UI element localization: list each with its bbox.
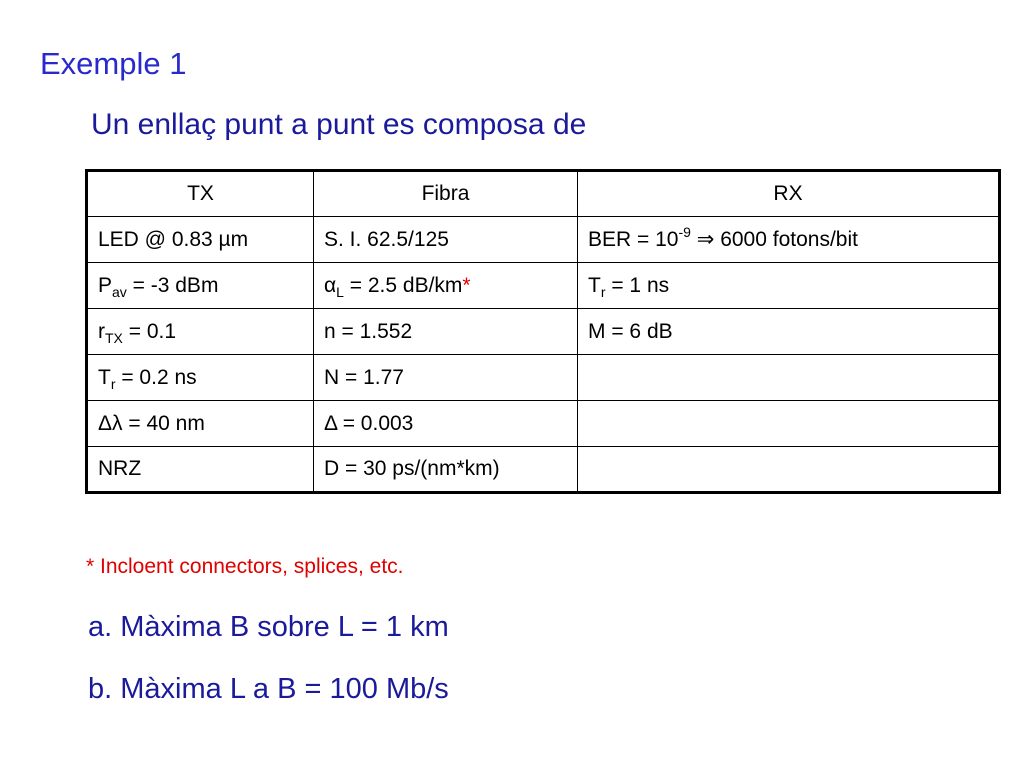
cell-text: N = 1.77 bbox=[324, 365, 404, 389]
header-tx: TX bbox=[87, 171, 314, 217]
cell-rx-empty bbox=[578, 447, 1000, 493]
cell-tx-extinction bbox=[87, 309, 314, 355]
cell-rx-empty bbox=[578, 355, 1000, 401]
cell-tx-risetime bbox=[87, 355, 314, 401]
cell-text: M = 6 dB bbox=[588, 319, 673, 343]
cell-subscript: r bbox=[600, 283, 606, 300]
cell-text: = 0.1 bbox=[122, 319, 177, 343]
cell-rx-risetime bbox=[578, 263, 1000, 309]
cell-text: n = 1.552 bbox=[324, 319, 413, 343]
cell-subscript: r bbox=[110, 375, 116, 392]
slide-subtitle: Un enllaç punt a punt es composa de bbox=[91, 108, 587, 141]
cell-fibra-delta bbox=[314, 401, 578, 447]
cell-text: NRZ bbox=[98, 457, 142, 480]
cell-fibra-type bbox=[314, 217, 578, 263]
cell-rx-empty bbox=[578, 401, 1000, 447]
table-row bbox=[87, 401, 1000, 447]
cell-subscript: L bbox=[336, 283, 344, 300]
cell-superscript: -9 bbox=[678, 224, 691, 240]
slide-title: Exemple 1 bbox=[40, 46, 187, 81]
header-rx: RX bbox=[578, 171, 1000, 217]
table-row bbox=[87, 355, 1000, 401]
cell-text: = 2.5 dB/km bbox=[343, 273, 463, 297]
cell-text: S. I. 62.5/125 bbox=[324, 227, 449, 251]
cell-text: D = 30 ps/(nm*km) bbox=[324, 457, 500, 480]
cell-text: P bbox=[98, 273, 113, 297]
cell-text: T bbox=[588, 273, 601, 297]
header-fibra: Fibra bbox=[314, 171, 578, 217]
cell-text: = 0.2 ns bbox=[115, 365, 197, 389]
cell-fibra-group-index bbox=[314, 355, 578, 401]
cell-text: α bbox=[324, 273, 337, 297]
table-row bbox=[87, 217, 1000, 263]
table-header-row bbox=[87, 171, 1000, 217]
cell-rx-ber bbox=[578, 217, 1000, 263]
table-row bbox=[87, 309, 1000, 355]
cell-tx-source bbox=[87, 217, 314, 263]
cell-tx-coding bbox=[87, 447, 314, 493]
question-a: a. Màxima B sobre L = 1 km bbox=[88, 611, 449, 643]
cell-text: ⇒ 6000 fotons/bit bbox=[690, 228, 858, 251]
cell-subscript: av bbox=[112, 283, 127, 300]
cell-text: T bbox=[98, 365, 111, 389]
cell-tx-power bbox=[87, 263, 314, 309]
cell-text: r bbox=[98, 319, 105, 343]
cell-rx-margin bbox=[578, 309, 1000, 355]
cell-text: Δ = 0.003 bbox=[324, 411, 414, 435]
cell-subscript: TX bbox=[105, 329, 123, 346]
question-b: b. Màxima L a B = 100 Mb/s bbox=[88, 673, 449, 705]
cell-tx-linewidth bbox=[87, 401, 314, 447]
cell-fibra-dispersion bbox=[314, 447, 578, 493]
cell-text: BER = 10 bbox=[588, 228, 679, 251]
cell-text: = -3 dBm bbox=[126, 273, 219, 297]
cell-text: Δλ = 40 nm bbox=[98, 411, 205, 435]
table-footnote: * Incloent connectors, splices, etc. bbox=[86, 555, 404, 578]
cell-text: LED @ 0.83 µm bbox=[98, 227, 249, 251]
footnote-marker: * bbox=[462, 273, 471, 297]
cell-text: = 1 ns bbox=[605, 273, 670, 297]
cell-fibra-index bbox=[314, 309, 578, 355]
parameters-table bbox=[85, 169, 1001, 494]
table-row bbox=[87, 447, 1000, 493]
table-row bbox=[87, 263, 1000, 309]
cell-fibra-attenuation bbox=[314, 263, 578, 309]
